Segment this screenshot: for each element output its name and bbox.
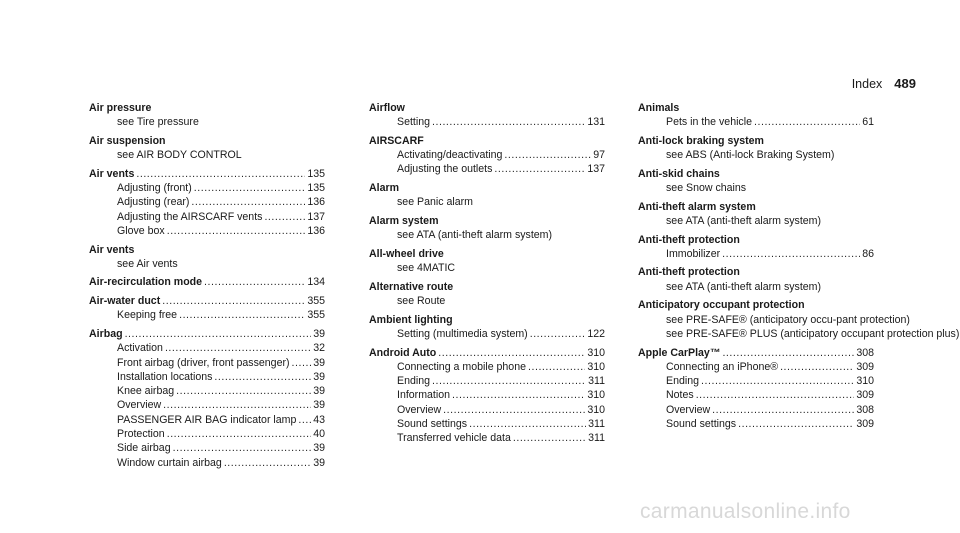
index-column-1 [89,101,325,474]
index-subentry-text[interactable]: Sound settings [397,418,468,431]
index-subentry [89,181,325,195]
index-subentry [89,195,325,209]
leader-dots [530,327,586,341]
index-subentry [638,214,874,228]
page-reference[interactable]: 355 [307,309,325,322]
page-reference[interactable]: 39 [313,385,325,398]
index-subentry [369,294,605,308]
leader-dots [722,346,854,360]
index-entry-head [89,275,325,289]
index-entry [638,233,874,262]
index-subentry [89,370,325,384]
leader-dots [494,162,585,176]
page-reference[interactable]: 39 [313,442,325,455]
index-entry [369,313,605,342]
index-entry [369,134,605,177]
header-label: Index [851,77,883,91]
index-subentry-text[interactable]: Connecting an iPhone® [666,360,779,373]
index-entry-head [638,346,874,360]
index-entry [89,327,325,470]
index-entry-head [369,101,605,115]
index-subentry-text[interactable]: Overview [397,403,442,416]
index-subentry-text[interactable]: Overview [117,399,162,412]
index-subentry [89,148,325,162]
page-header [852,76,916,91]
index-headword: Alarm [369,182,400,195]
index-subentry [89,398,325,412]
index-entry-head [638,167,874,181]
index-headword: Alternative route [369,280,454,293]
index-subentry-text[interactable]: PASSENGER AIR BAG indicator lamp [117,413,297,426]
index-subentry-text[interactable]: Pets in the vehicle [666,116,752,129]
page-reference[interactable]: 134 [307,276,325,289]
index-subentry-text[interactable]: Ending [666,375,699,388]
index-headword: Air suspension [89,134,166,147]
index-entry-head [89,327,325,341]
index-headword: AIRSCARF [369,134,424,147]
index-subentry [638,181,874,195]
index-entry-head [369,346,605,360]
page-reference[interactable]: 308 [856,346,874,359]
index-subentry-text[interactable]: Keeping free [117,309,178,322]
index-subentry-text[interactable]: see Snow chains [666,182,747,195]
index-headword: Anti-skid chains [638,167,720,180]
index-subentry [638,247,874,261]
index-entry-head [638,265,874,279]
index-subentry [89,224,325,238]
index-subentry-text[interactable]: Overview [666,403,711,416]
index-subentry [369,327,605,341]
index-subentry [638,313,910,327]
page-reference[interactable]: 310 [587,389,605,402]
page-reference[interactable]: 311 [588,432,605,445]
index-subentry-text[interactable]: Adjusting the AIRSCARF vents [117,210,263,223]
index-headword: Animals [638,102,680,114]
page-reference[interactable]: 39 [313,456,325,469]
index-subentry-text[interactable]: Information [397,389,450,402]
index-subentry-text[interactable]: Sound settings [666,418,737,431]
index-subentry [89,456,325,470]
index-subentry-text[interactable]: Immobilizer [666,247,721,260]
page-reference[interactable]: 310 [856,375,874,388]
leader-dots [504,148,591,162]
leader-dots [696,388,855,402]
index-entry-head [638,200,874,214]
page-reference[interactable]: 310 [587,346,605,359]
page-reference[interactable]: 137 [587,163,605,176]
page-reference[interactable]: 135 [307,182,325,195]
leader-dots [179,308,305,322]
index-subentry [89,384,325,398]
leader-dots [438,346,585,360]
index-entry-head [369,214,605,228]
leader-dots [214,370,311,384]
leader-dots [754,115,860,129]
leader-dots [712,403,854,417]
index-entry [89,101,325,130]
index-subentry-text[interactable]: see AIR BODY CONTROL [117,149,242,162]
index-subentry-text[interactable]: see ATA (anti-theft alarm system) [666,280,822,293]
index-subentry [369,261,605,275]
index-headword: Android Auto [369,346,437,359]
leader-dots [167,427,312,441]
index-subentry-text[interactable]: Connecting a mobile phone [397,360,526,373]
index-subentry [369,115,605,129]
leader-dots [204,275,305,289]
index-subentry [89,341,325,355]
index-subentry-text[interactable]: see Panic alarm [397,196,473,209]
leader-dots [136,167,305,181]
index-subentry-text[interactable]: Knee airbag [117,385,175,398]
index-subentry [638,360,874,374]
index-entry [638,200,874,229]
index-subentry-text[interactable]: see Tire pressure [117,116,199,129]
index-entry [638,346,874,432]
page-reference[interactable]: 355 [307,295,325,308]
index-subentry [638,417,874,431]
page-reference[interactable]: 39 [313,327,325,340]
page-reference[interactable]: 311 [588,418,605,431]
index-entry-head [638,101,874,115]
index-headword: Airbag [89,327,123,340]
leader-dots [443,403,585,417]
page-reference[interactable]: 311 [588,375,605,388]
leader-dots [469,417,586,431]
leader-dots [125,327,312,341]
leader-dots [298,413,311,427]
index-headword: Alarm system [369,214,439,227]
index-entry [89,134,325,163]
index-entry-head [638,233,874,247]
index-subentry-text[interactable]: Adjusting (rear) [117,196,190,209]
index-subentry [369,431,605,445]
page-reference[interactable]: 136 [307,196,325,209]
index-subentry [638,327,960,341]
index-entry [369,214,605,243]
index-subentry-text[interactable]: Side airbag [117,442,171,455]
index-subentry-text[interactable]: Activating/deactivating [397,149,503,162]
page-reference[interactable]: 131 [587,116,605,129]
index-subentry-text[interactable]: Adjusting the outlets [397,163,493,176]
index-entry [638,101,874,130]
index-subentry [369,228,605,242]
index-entry-head [369,313,605,327]
leader-dots [264,210,305,224]
index-subentry [89,427,325,441]
leader-dots [167,224,306,238]
index-subentry-text[interactable]: see ABS (Anti-lock Braking System) [666,149,835,162]
index-entry [369,181,605,210]
index-entry-head [369,181,605,195]
index-headword: Air-recirculation mode [89,276,203,289]
index-subentry [638,374,874,388]
index-headword: Anti-theft alarm system [638,200,756,213]
index-entry-head [638,134,874,148]
index-entry [638,298,960,341]
index-entry [89,294,325,323]
page-reference[interactable]: 135 [307,167,325,180]
index-subentry [369,403,605,417]
index-subentry [638,280,874,294]
index-subentry-text[interactable]: Glove box [117,224,165,237]
page-reference[interactable]: 86 [862,247,874,260]
index-subentry [89,210,325,224]
index-headword: Ambient lighting [369,313,453,326]
index-subentry-text[interactable]: Installation locations [117,370,213,383]
leader-dots [173,441,312,455]
leader-dots [528,360,585,374]
index-subentry-text[interactable]: Window curtain airbag [117,456,222,469]
index-headword: Airflow [369,102,405,114]
index-subentry-text[interactable]: Adjusting (front) [117,182,192,195]
index-subentry [369,374,605,388]
index-entry [369,280,605,309]
page-reference[interactable]: 310 [587,360,605,373]
index-subentry [369,162,605,176]
index-entry-head [369,280,605,294]
watermark: carmanualsonline.info [640,500,851,523]
index-headword: Anticipatory occupant protection [638,299,805,312]
leader-dots [780,360,854,374]
leader-dots [738,417,854,431]
index-subentry-text[interactable]: see ATA (anti-theft alarm system) [397,229,553,242]
index-entry-head [89,167,325,181]
index-subentry [369,195,605,209]
leader-dots [513,431,586,445]
index-entry [369,346,605,446]
index-subentry [89,115,325,129]
page-reference[interactable]: 136 [307,224,325,237]
leader-dots [432,115,585,129]
index-subentry-text[interactable]: Front airbag (driver, front passenger) [117,356,290,369]
page-reference[interactable]: 39 [313,399,325,412]
index-subentry-text[interactable]: see Route [397,295,446,308]
index-subentry-text[interactable]: Notes [666,389,694,402]
index-subentry [89,356,325,370]
index-headword: Anti-lock braking system [638,134,764,147]
index-subentry [638,148,874,162]
leader-dots [194,181,306,195]
page-reference[interactable]: 97 [593,149,605,162]
index-headword: Anti-theft protection [638,233,740,246]
leader-dots [432,374,586,388]
page-reference[interactable]: 43 [313,413,325,426]
index-subentry-text[interactable]: see PRE-SAFE® PLUS (anticipatory occupant protection plus) [666,327,960,340]
index-entry-head [638,298,874,312]
index-subentry [89,441,325,455]
index-entry [638,134,874,163]
index-entry [89,243,325,272]
index-column-3 [638,101,960,436]
index-subentry [89,413,325,427]
leader-dots [165,341,311,355]
index-headword: Anti-theft protection [638,266,740,279]
leader-dots [224,456,311,470]
leader-dots [162,294,305,308]
index-entry-head [89,134,325,148]
index-subentry [89,257,325,271]
index-headword: Air-water duct [89,295,161,308]
index-headword: Air vents [89,243,135,256]
page-reference[interactable]: 32 [313,342,325,355]
index-subentry [638,388,874,402]
leader-dots [701,374,854,388]
index-entry [89,275,325,289]
index-subentry [369,148,605,162]
leader-dots [292,356,312,370]
leader-dots [452,388,585,402]
page-reference[interactable]: 61 [862,116,874,129]
page-reference[interactable]: 309 [856,389,874,402]
index-subentry [369,417,605,431]
index-subentry-text[interactable]: Activation [117,342,163,355]
index-subentry [89,308,325,322]
page-reference[interactable]: 122 [587,327,605,340]
page-reference[interactable]: 40 [313,428,325,441]
index-subentry-text[interactable]: Transferred vehicle data [397,432,511,445]
page-reference[interactable]: 309 [856,418,874,431]
leader-dots [163,398,311,412]
page-reference[interactable]: 137 [307,210,325,223]
index-entry-head [89,243,325,257]
page-number: 489 [894,76,916,91]
index-headword: Air vents [89,167,135,180]
index-subentry-text[interactable]: Setting [397,116,430,129]
index-entry-head [369,247,605,261]
index-subentry-text[interactable]: see PRE-SAFE® (anticipatory occu-pant protection) [666,313,910,326]
page-reference[interactable]: 39 [313,370,325,383]
page-reference[interactable]: 309 [856,360,874,373]
index-entry [89,167,325,238]
index-entry-head [89,101,325,115]
index-subentry-text[interactable]: see Air vents [117,257,178,270]
index-subentry [638,403,874,417]
index-entry [638,167,874,196]
index-headword: Apple CarPlay™ [638,346,721,359]
page-reference[interactable]: 39 [313,356,325,369]
index-subentry-text[interactable]: Setting (multimedia system) [397,327,528,340]
index-subentry-text[interactable]: see 4MATIC [397,262,456,275]
index-headword: Air pressure [89,102,152,114]
index-subentry-text[interactable]: see ATA (anti-theft alarm system) [666,214,822,227]
index-column-2 [369,101,605,450]
index-entry [638,265,874,294]
index-headword: All-wheel drive [369,247,444,260]
index-entry-head [89,294,325,308]
index-subentry [369,388,605,402]
index-entry [369,247,605,276]
page-reference[interactable]: 310 [587,403,605,416]
index-subentry-text[interactable]: Protection [117,428,165,441]
index-subentry [638,115,874,129]
leader-dots [722,247,860,261]
leader-dots [191,195,305,209]
index-entry [369,101,605,130]
index-subentry [369,360,605,374]
page-reference[interactable]: 308 [856,403,874,416]
leader-dots [176,384,311,398]
index-entry-head [369,134,605,148]
index-subentry-text[interactable]: Ending [397,375,430,388]
